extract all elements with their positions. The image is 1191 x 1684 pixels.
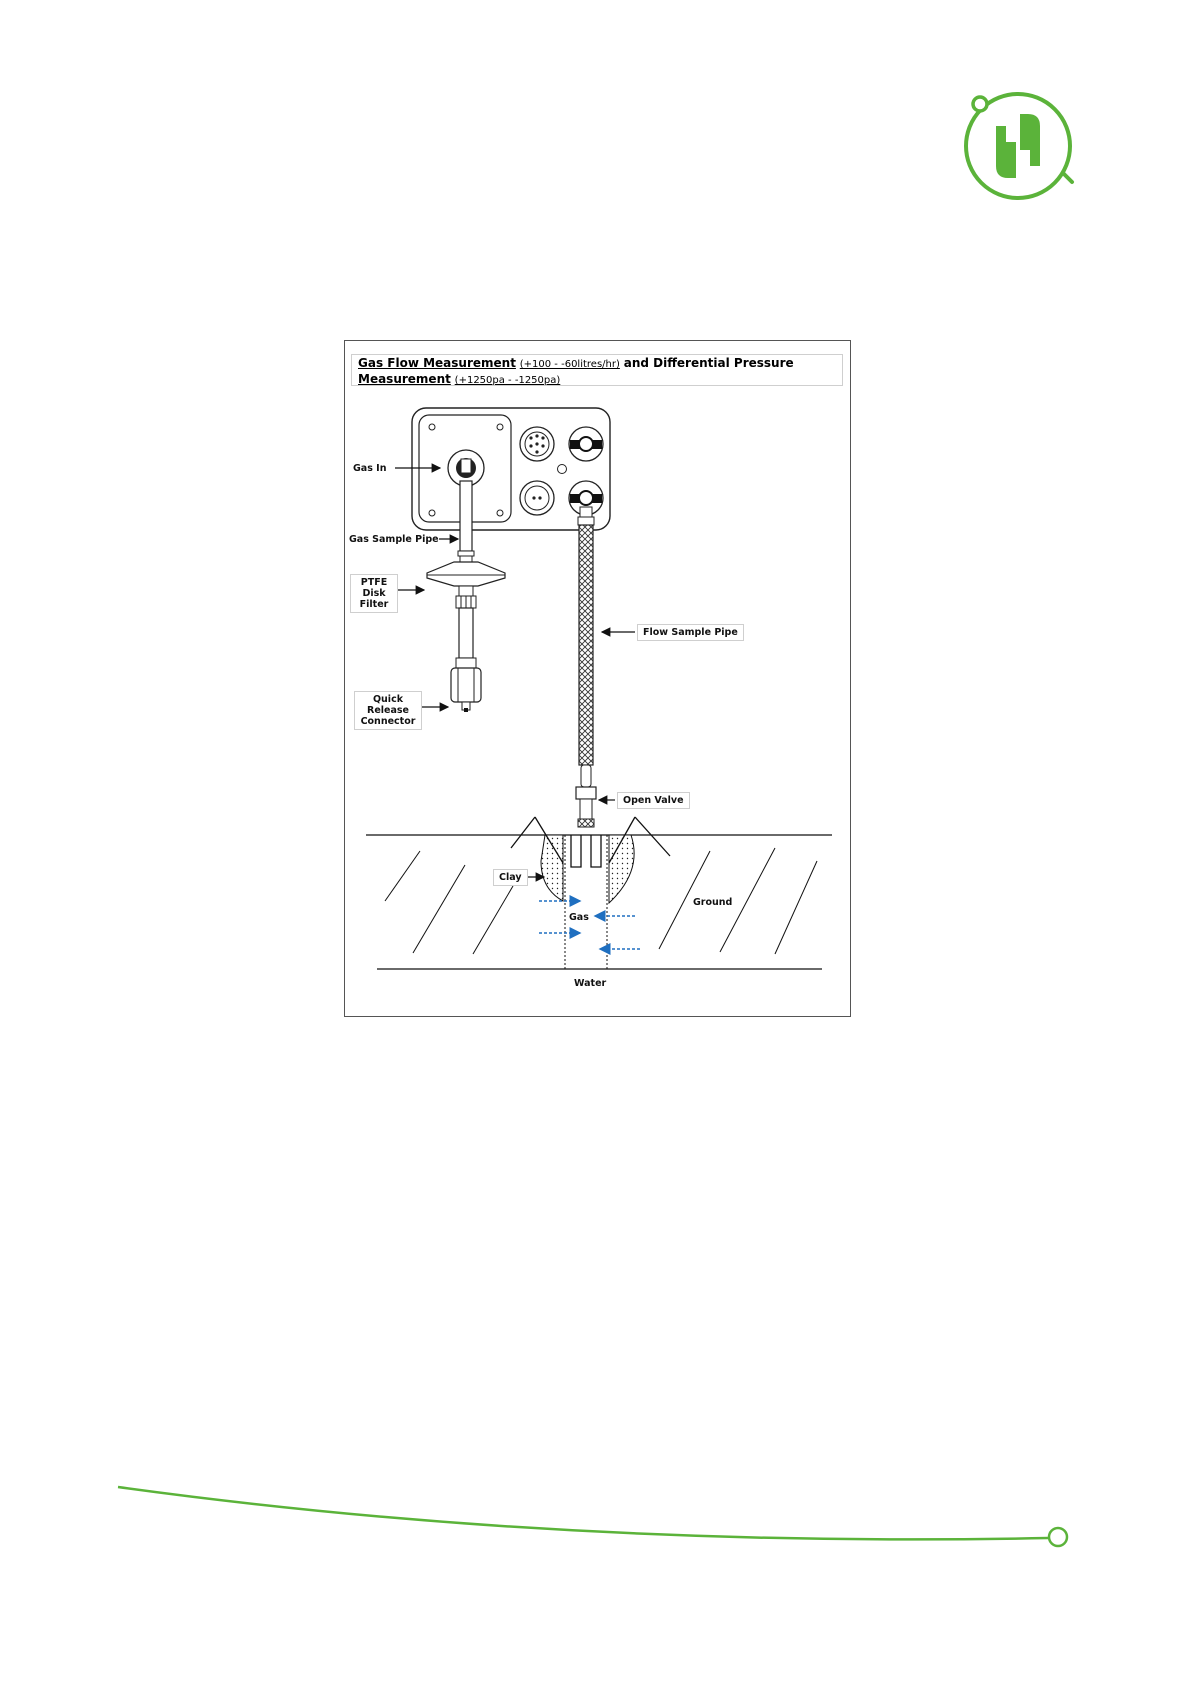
- label-gas-sample-pipe: Gas Sample Pipe: [349, 534, 439, 545]
- ptfe-disk-filter: [427, 562, 505, 658]
- label-gas: Gas: [569, 912, 589, 923]
- label-clay: Clay: [493, 869, 528, 886]
- label-ptfe-disk-filter: PTFE Disk Filter: [350, 574, 398, 613]
- ground-section: [366, 817, 832, 969]
- brand-logo-icon: [958, 86, 1078, 206]
- title-line1-range: (+100 - -60litres/hr): [519, 359, 620, 370]
- title-line1-suffix: and Differential Pressure: [623, 356, 794, 370]
- label-water: Water: [574, 978, 607, 989]
- quick-release-connector: [451, 658, 481, 712]
- label-ground: Ground: [693, 897, 733, 908]
- title-line1-bold: Gas Flow Measurement: [358, 356, 516, 370]
- label-gas-in: Gas In: [353, 463, 387, 474]
- footer-curve-divider: [0, 1460, 1191, 1560]
- flow-sample-pipe: [578, 507, 594, 787]
- diagram-figure: [344, 340, 851, 1017]
- gas-sample-pipe: [458, 481, 474, 562]
- label-flow-sample-pipe: Flow Sample Pipe: [637, 624, 744, 641]
- label-quick-release-connector: Quick Release Connector: [354, 691, 422, 730]
- label-open-valve: Open Valve: [617, 792, 690, 809]
- open-valve: [576, 787, 596, 827]
- schematic-drawing: [345, 341, 852, 1018]
- title-line2-bold: Measurement: [358, 372, 451, 386]
- title-line2-range: (+1250pa - -1250pa): [454, 375, 561, 386]
